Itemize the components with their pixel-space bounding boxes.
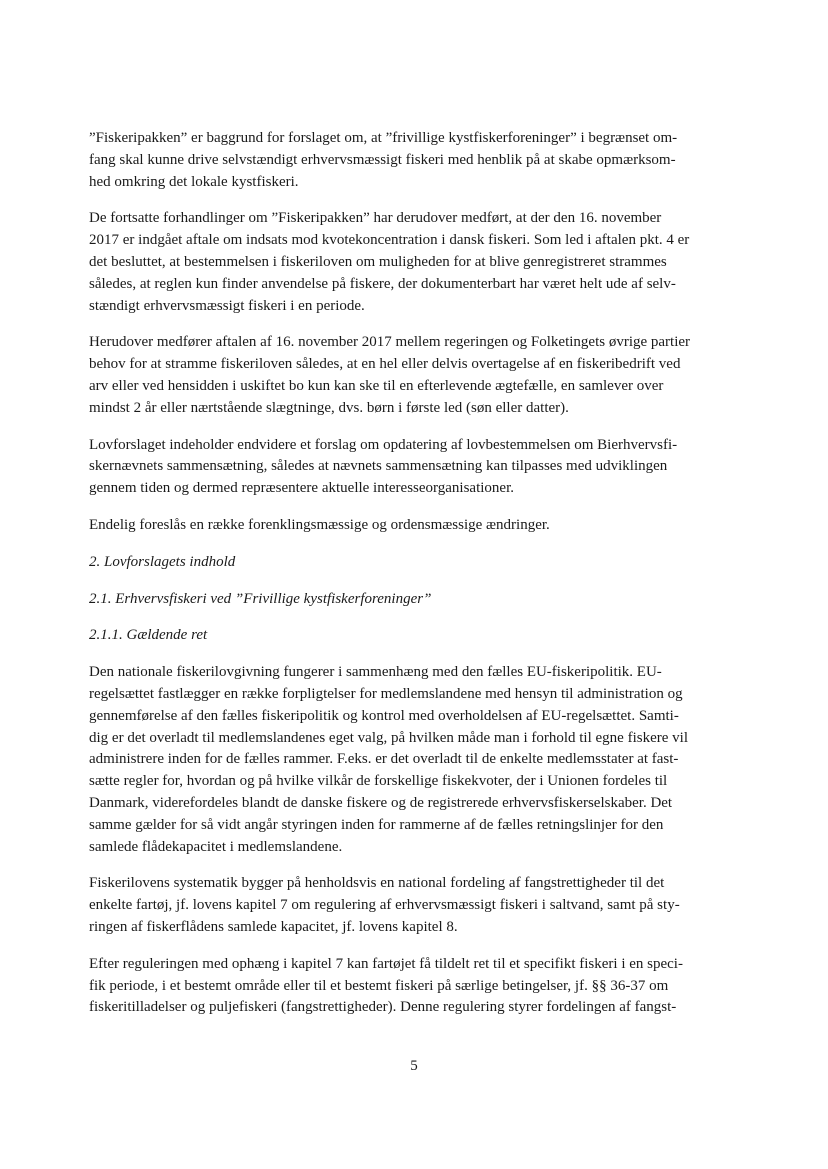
text-line: Danmark, viderefordeles blandt de danske fiskere og de registrerede erhvervsfiskerselskaber. Det [89,794,673,811]
text-line: administrere inden for de fælles rammer. F.eks. er det overladt til de enkelte medlemsstater at fast- [89,751,679,768]
paragraph [89,954,729,1019]
text-line: stændigt erhvervsmæssigt fiskeri i en periode. [89,297,365,314]
paragraph [89,873,729,938]
text-line: Herudover medfører aftalen af 16. november 2017 mellem regeringen og Folketingets øvrige partier [89,334,691,351]
section-heading-2-1: 2.1. Erhvervsfiskeri ved ”Frivillige kystfiskerforeninger” [89,590,432,607]
paragraph [89,515,729,537]
text-line: hed omkring det lokale kystfiskeri. [89,173,299,190]
text-line: fiskeritilladelser og puljefiskeri (fangstrettigheder). Denne regulering styrer fordelingen af fangst- [89,999,677,1016]
document-page [89,128,729,1034]
text-line: Lovforslaget indeholder endvidere et forslag om opdatering af lovbestemmelsen om Bierhvervsfi- [89,436,678,453]
text-line: fang skal kunne drive selvstændigt erhvervsmæssigt fiskeri med henblik på at skabe opmærksom- [89,151,676,168]
text-line: det besluttet, at bestemmelsen i fiskeriloven om muligheden for at blive genregistreret strammes [89,253,667,270]
gaeldende-ret-section [89,662,729,1019]
text-line: Endelig foreslås en række forenklingsmæssige og ordensmæssige ændringer. [89,516,550,533]
text-line: gennemførelse af den fælles fiskeripolitik og kontrol med overholdelsen af EU-regelsættet. Samti- [89,707,679,724]
text-line: ringen af fiskerflådens samlede kapacitet, jf. lovens kapitel 8. [89,918,458,935]
text-line: behov for at stramme fiskeriloven således, at en hel eller delvis overtagelse af en fiskeribedrift ved [89,356,681,373]
page-number: 5 [410,1058,418,1074]
text-line: arv eller ved hensidden i uskiftet bo kun kan ske til en efterlevende ægtefælle, en samlever over [89,377,664,394]
text-line: dig er det overladt til medlemslandenes eget valg, på hvilken måde man i forhold til egne fiskere vil [89,729,688,746]
text-line: gennem tiden og dermed repræsentere aktuelle interesseorganisationer. [89,480,514,497]
text-line: skernævnets sammensætning, således at nævnets sammensætning kan tilpasses med udviklingen [89,458,668,475]
paragraph [89,662,729,858]
section-heading-2: 2. Lovforslagets indhold [89,553,236,570]
paragraph [89,208,729,317]
text-line: mindst 2 år eller nærtstående slægtninge, dvs. børn i første led (søn eller datter). [89,399,569,416]
text-line: således, at reglen kun finder anvendelse på fiskere, der dokumenterbart har været helt ude af selv- [89,275,676,292]
text-line: enkelte fartøj, jf. lovens kapitel 7 om regulering af erhvervsmæssigt fiskeri i saltvand, samt på sty- [89,897,680,914]
intro-section [89,128,729,537]
text-line: Fiskerilovens systematik bygger på henholdsvis en national fordeling af fangstrettigheder til det [89,875,665,892]
text-line: fik periode, i et bestemt område eller til et bestemt fiskeri på særlige betingelser, jf. §§ 36-37 om [89,977,669,994]
text-line: samlede flådekapacitet i medlemslandene. [89,838,343,855]
text-line: samme gælder for så vidt angår styringen inden for rammerne af de fælles retningslinjer for den [89,816,664,833]
text-line: Den nationale fiskerilovgivning fungerer i sammenhæng med den fælles EU-fiskeripolitik. EU- [89,664,662,681]
text-line: De fortsatte forhandlinger om ”Fiskeripakken” har derudover medført, at der den 16. november [89,210,662,227]
section-heading-2-1-1: 2.1.1. Gældende ret [89,627,208,644]
text-line: regelsættet fastlægger en række forpligtelser for medlemslandene med hensyn til administration og [89,685,683,702]
text-line: ”Fiskeripakken” er baggrund for forslaget om, at ”frivillige kystfiskerforeninger” i begrænset om- [89,130,678,146]
paragraph [89,435,729,500]
paragraph [89,332,729,419]
text-line: 2017 er indgået aftale om indsats mod kvotekoncentration i dansk fiskeri. Som led i aftalen pkt. 4 er [89,232,690,249]
text-line: sætte regler for, hvordan og på hvilke vilkår de forskellige fiskekvoter, der i Unionen fordeles til [89,773,668,790]
text-line: Efter reguleringen med ophæng i kapitel 7 kan fartøjet få tildelt ret til et specifikt fiskeri i en speci- [89,955,683,972]
paragraph [89,128,729,193]
